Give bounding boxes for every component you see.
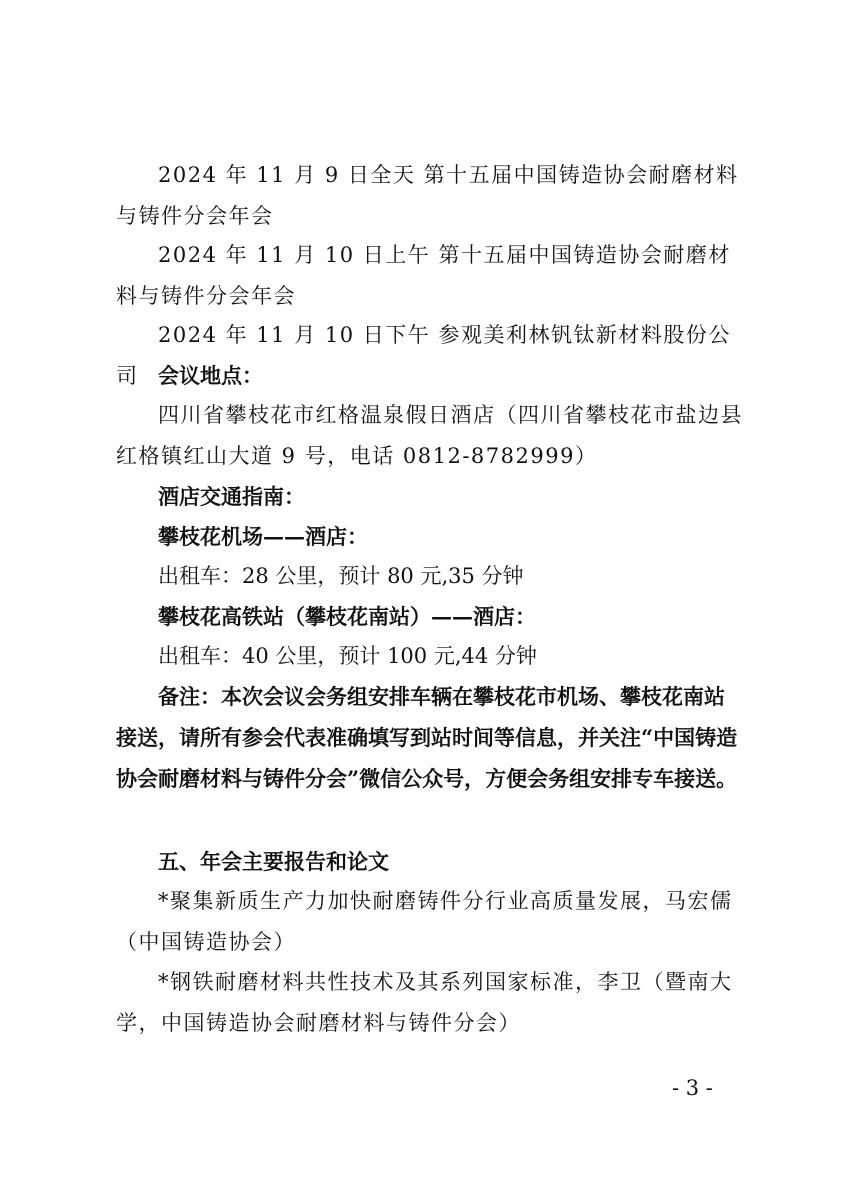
schedule-item-1: 2024 年 11 月 9 日全天 第十五届中国铸造协会耐磨材料与铸件分会年会 xyxy=(116,163,739,228)
schedule-item-2: 2024 年 11 月 10 日上午 第十五届中国铸造协会耐磨材料与铸件分会年会 xyxy=(116,243,731,308)
transport-heading: 酒店交通指南： xyxy=(158,484,305,509)
page-number: - 3 - xyxy=(672,1076,713,1100)
section-5-heading: 五、年会主要报告和论文 xyxy=(158,849,389,874)
venue-heading: 会议地点： xyxy=(158,363,263,388)
route-station-heading: 攀枝花高铁站（攀枝花南站）——酒店： xyxy=(158,604,536,629)
venue-text: 四川省攀枝花市红格温泉假日酒店（四川省攀枝花市盐边县红格镇红山大道 9 号，电话 0812-8782999） xyxy=(116,403,743,468)
report-item-1: *聚集新质生产力加快耐磨铸件分行业高质量发展，马宏儒（中国铸造协会） xyxy=(116,889,733,954)
route-airport-heading: 攀枝花机场——酒店： xyxy=(158,524,368,549)
note-paragraph: 备注：本次会议会务组安排车辆在攀枝花市机场、攀枝花南站接送，请所有参会代表准确填写到站时间等信息，并关注“中国铸造协会耐磨材料与铸件分会”微信公众号，方便会务组安排专车接送。 xyxy=(116,684,738,791)
schedule-item-3: 2024 年 11 月 10 日下午 参观美利林钒钛新材料股份公司 xyxy=(116,323,731,388)
route-airport-text: 出租车：28 公里，预计 80 元,35 分钟 xyxy=(158,564,524,588)
route-station-text: 出租车：40 公里，预计 100 元,44 分钟 xyxy=(158,644,537,668)
report-item-2: *钢铁耐磨材料共性技术及其系列国家标准，李卫（暨南大学，中国铸造协会耐磨材料与铸件分会） xyxy=(116,970,733,1035)
